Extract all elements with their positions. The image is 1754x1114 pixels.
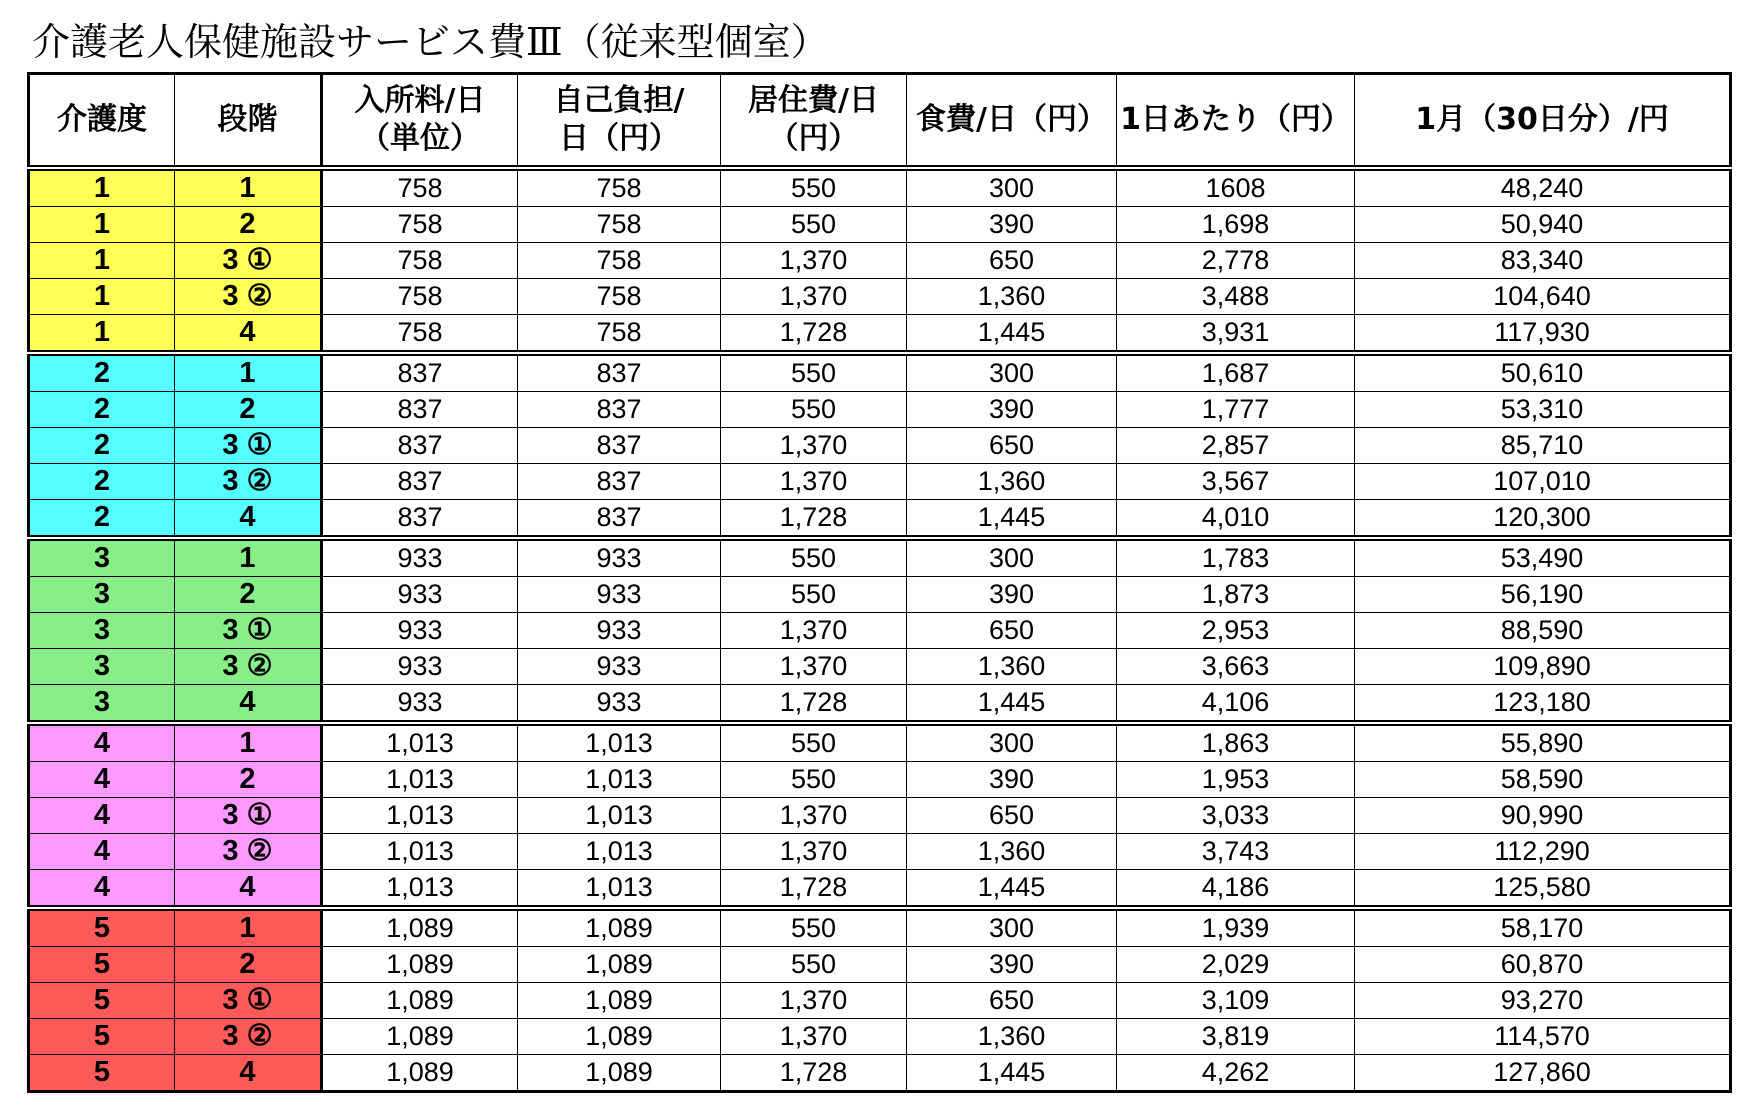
residence-fee-cell: 550: [721, 762, 907, 798]
daily-total-cell: 1,939: [1117, 908, 1355, 947]
residence-fee-cell: 550: [721, 723, 907, 762]
header-copay: 自己負担/ 日（円）: [518, 74, 721, 169]
stage-cell: 4: [175, 870, 322, 909]
monthly-total-cell: 53,490: [1355, 538, 1731, 577]
monthly-total-cell: 123,180: [1355, 685, 1731, 724]
admission-units-cell: 1,089: [322, 947, 518, 983]
stage-cell: 1: [175, 723, 322, 762]
residence-fee-cell: 550: [721, 353, 907, 392]
meal-fee-cell: 300: [907, 353, 1117, 392]
monthly-total-cell: 109,890: [1355, 649, 1731, 685]
header-residence-fee: 居住費/日 （円）: [721, 74, 907, 169]
header-admission-units: 入所料/日 （単位）: [322, 74, 518, 169]
care-level-cell: 3: [29, 577, 175, 613]
stage-cell: 4: [175, 500, 322, 539]
care-level-cell: 1: [29, 279, 175, 315]
copay-cell: 758: [518, 315, 721, 354]
care-level-cell: 5: [29, 1055, 175, 1092]
table-row: [29, 243, 1731, 279]
admission-units-cell: 933: [322, 577, 518, 613]
admission-units-cell: 837: [322, 392, 518, 428]
table-row: [29, 762, 1731, 798]
residence-fee-cell: 1,370: [721, 279, 907, 315]
copay-cell: 1,013: [518, 870, 721, 909]
meal-fee-cell: 650: [907, 613, 1117, 649]
monthly-total-cell: 83,340: [1355, 243, 1731, 279]
daily-total-cell: 2,778: [1117, 243, 1355, 279]
monthly-total-cell: 60,870: [1355, 947, 1731, 983]
daily-total-cell: 2,953: [1117, 613, 1355, 649]
table-row: [29, 649, 1731, 685]
table-header: [29, 74, 1731, 169]
copay-cell: 758: [518, 279, 721, 315]
admission-units-cell: 758: [322, 315, 518, 354]
stage-cell: 3 ②: [175, 1019, 322, 1055]
residence-fee-cell: 1,728: [721, 500, 907, 539]
admission-units-cell: 1,013: [322, 798, 518, 834]
care-level-cell: 5: [29, 908, 175, 947]
stage-cell: 3 ①: [175, 983, 322, 1019]
meal-fee-cell: 1,360: [907, 649, 1117, 685]
copay-cell: 1,013: [518, 834, 721, 870]
stage-cell: 3 ①: [175, 428, 322, 464]
daily-total-cell: 4,106: [1117, 685, 1355, 724]
meal-fee-cell: 1,360: [907, 464, 1117, 500]
residence-fee-cell: 550: [721, 207, 907, 243]
residence-fee-cell: 1,370: [721, 798, 907, 834]
meal-fee-cell: 300: [907, 538, 1117, 577]
daily-total-cell: 1,698: [1117, 207, 1355, 243]
residence-fee-cell: 1,728: [721, 315, 907, 354]
admission-units-cell: 1,089: [322, 908, 518, 947]
admission-units-cell: 758: [322, 279, 518, 315]
table-row: [29, 798, 1731, 834]
monthly-total-cell: 55,890: [1355, 723, 1731, 762]
monthly-total-cell: 117,930: [1355, 315, 1731, 354]
residence-fee-cell: 550: [721, 392, 907, 428]
table-row: [29, 464, 1731, 500]
stage-cell: 4: [175, 315, 322, 354]
admission-units-cell: 1,089: [322, 1019, 518, 1055]
care-level-cell: 2: [29, 392, 175, 428]
residence-fee-cell: 1,370: [721, 1019, 907, 1055]
copay-cell: 933: [518, 685, 721, 724]
monthly-total-cell: 112,290: [1355, 834, 1731, 870]
care-level-cell: 5: [29, 983, 175, 1019]
table-row: [29, 1019, 1731, 1055]
header-meal-fee: 食費/日（円）: [907, 74, 1117, 169]
daily-total-cell: 4,010: [1117, 500, 1355, 539]
monthly-total-cell: 58,170: [1355, 908, 1731, 947]
table-row: [29, 723, 1731, 762]
table-row: [29, 685, 1731, 724]
stage-cell: 3 ②: [175, 279, 322, 315]
care-level-cell: 4: [29, 762, 175, 798]
stage-cell: 2: [175, 947, 322, 983]
daily-total-cell: 3,109: [1117, 983, 1355, 1019]
daily-total-cell: 1,953: [1117, 762, 1355, 798]
care-level-cell: 5: [29, 947, 175, 983]
daily-total-cell: 1,687: [1117, 353, 1355, 392]
daily-total-cell: 3,663: [1117, 649, 1355, 685]
stage-cell: 3 ①: [175, 798, 322, 834]
residence-fee-cell: 1,370: [721, 983, 907, 1019]
table-body: [29, 168, 1731, 1092]
care-level-cell: 1: [29, 207, 175, 243]
copay-cell: 1,089: [518, 908, 721, 947]
residence-fee-cell: 1,370: [721, 834, 907, 870]
daily-total-cell: 3,819: [1117, 1019, 1355, 1055]
stage-cell: 3 ②: [175, 464, 322, 500]
care-level-cell: 2: [29, 353, 175, 392]
meal-fee-cell: 1,445: [907, 685, 1117, 724]
admission-units-cell: 837: [322, 353, 518, 392]
daily-total-cell: 1608: [1117, 168, 1355, 207]
stage-cell: 4: [175, 1055, 322, 1092]
care-level-cell: 4: [29, 870, 175, 909]
care-level-cell: 4: [29, 798, 175, 834]
stage-cell: 2: [175, 392, 322, 428]
care-level-cell: 5: [29, 1019, 175, 1055]
residence-fee-cell: 1,370: [721, 649, 907, 685]
admission-units-cell: 1,089: [322, 1055, 518, 1092]
header-row: [29, 74, 1731, 169]
admission-units-cell: 758: [322, 243, 518, 279]
daily-total-cell: 3,931: [1117, 315, 1355, 354]
table-row: [29, 577, 1731, 613]
admission-units-cell: 837: [322, 500, 518, 539]
care-level-cell: 2: [29, 464, 175, 500]
admission-units-cell: 933: [322, 649, 518, 685]
meal-fee-cell: 1,360: [907, 1019, 1117, 1055]
table-row: [29, 1055, 1731, 1092]
page-title: 介護老人保健施設サービス費Ⅲ（従来型個室）: [32, 20, 829, 64]
copay-cell: 1,089: [518, 1019, 721, 1055]
table-row: [29, 168, 1731, 207]
copay-cell: 933: [518, 538, 721, 577]
copay-cell: 933: [518, 649, 721, 685]
stage-cell: 2: [175, 207, 322, 243]
care-level-cell: 3: [29, 613, 175, 649]
residence-fee-cell: 1,370: [721, 243, 907, 279]
copay-cell: 758: [518, 207, 721, 243]
copay-cell: 758: [518, 243, 721, 279]
copay-cell: 1,013: [518, 798, 721, 834]
residence-fee-cell: 1,370: [721, 464, 907, 500]
admission-units-cell: 933: [322, 613, 518, 649]
copay-cell: 837: [518, 392, 721, 428]
monthly-total-cell: 88,590: [1355, 613, 1731, 649]
table-row: [29, 613, 1731, 649]
monthly-total-cell: 120,300: [1355, 500, 1731, 539]
residence-fee-cell: 1,728: [721, 870, 907, 909]
meal-fee-cell: 390: [907, 392, 1117, 428]
meal-fee-cell: 1,445: [907, 1055, 1117, 1092]
daily-total-cell: 4,186: [1117, 870, 1355, 909]
stage-cell: 1: [175, 908, 322, 947]
table-row: [29, 538, 1731, 577]
admission-units-cell: 758: [322, 207, 518, 243]
copay-cell: 837: [518, 464, 721, 500]
header-care-level: 介護度: [29, 74, 175, 169]
admission-units-cell: 933: [322, 685, 518, 724]
monthly-total-cell: 58,590: [1355, 762, 1731, 798]
copay-cell: 1,089: [518, 1055, 721, 1092]
table-row: [29, 870, 1731, 909]
table-row: [29, 500, 1731, 539]
daily-total-cell: 1,873: [1117, 577, 1355, 613]
meal-fee-cell: 300: [907, 908, 1117, 947]
daily-total-cell: 1,783: [1117, 538, 1355, 577]
admission-units-cell: 758: [322, 168, 518, 207]
monthly-total-cell: 85,710: [1355, 428, 1731, 464]
table-row: [29, 392, 1731, 428]
stage-cell: 4: [175, 685, 322, 724]
residence-fee-cell: 1,728: [721, 685, 907, 724]
daily-total-cell: 3,033: [1117, 798, 1355, 834]
daily-total-cell: 4,262: [1117, 1055, 1355, 1092]
residence-fee-cell: 550: [721, 168, 907, 207]
table-row: [29, 834, 1731, 870]
meal-fee-cell: 650: [907, 243, 1117, 279]
residence-fee-cell: 1,370: [721, 613, 907, 649]
copay-cell: 933: [518, 613, 721, 649]
admission-units-cell: 933: [322, 538, 518, 577]
residence-fee-cell: 550: [721, 577, 907, 613]
daily-total-cell: 1,863: [1117, 723, 1355, 762]
copay-cell: 758: [518, 168, 721, 207]
stage-cell: 1: [175, 538, 322, 577]
copay-cell: 837: [518, 353, 721, 392]
daily-total-cell: 3,488: [1117, 279, 1355, 315]
monthly-total-cell: 90,990: [1355, 798, 1731, 834]
table-row: [29, 908, 1731, 947]
meal-fee-cell: 300: [907, 723, 1117, 762]
admission-units-cell: 1,013: [322, 762, 518, 798]
residence-fee-cell: 1,370: [721, 428, 907, 464]
meal-fee-cell: 390: [907, 207, 1117, 243]
stage-cell: 3 ②: [175, 649, 322, 685]
monthly-total-cell: 56,190: [1355, 577, 1731, 613]
table-row: [29, 207, 1731, 243]
meal-fee-cell: 650: [907, 983, 1117, 1019]
meal-fee-cell: 650: [907, 428, 1117, 464]
table-row: [29, 947, 1731, 983]
meal-fee-cell: 1,360: [907, 834, 1117, 870]
monthly-total-cell: 114,570: [1355, 1019, 1731, 1055]
header-daily-total: 1日あたり（円）: [1117, 74, 1355, 169]
meal-fee-cell: 1,445: [907, 870, 1117, 909]
meal-fee-cell: 390: [907, 947, 1117, 983]
care-level-cell: 4: [29, 723, 175, 762]
daily-total-cell: 2,857: [1117, 428, 1355, 464]
care-level-cell: 4: [29, 834, 175, 870]
stage-cell: 1: [175, 353, 322, 392]
residence-fee-cell: 1,728: [721, 1055, 907, 1092]
table-row: [29, 428, 1731, 464]
monthly-total-cell: 127,860: [1355, 1055, 1731, 1092]
admission-units-cell: 1,013: [322, 834, 518, 870]
care-level-cell: 3: [29, 685, 175, 724]
daily-total-cell: 1,777: [1117, 392, 1355, 428]
care-level-cell: 3: [29, 538, 175, 577]
copay-cell: 933: [518, 577, 721, 613]
care-level-cell: 1: [29, 315, 175, 354]
meal-fee-cell: 1,445: [907, 315, 1117, 354]
residence-fee-cell: 550: [721, 538, 907, 577]
monthly-total-cell: 107,010: [1355, 464, 1731, 500]
admission-units-cell: 1,089: [322, 983, 518, 1019]
table-row: [29, 983, 1731, 1019]
admission-units-cell: 837: [322, 464, 518, 500]
care-level-cell: 2: [29, 428, 175, 464]
monthly-total-cell: 53,310: [1355, 392, 1731, 428]
admission-units-cell: 1,013: [322, 723, 518, 762]
residence-fee-cell: 550: [721, 947, 907, 983]
meal-fee-cell: 1,445: [907, 500, 1117, 539]
daily-total-cell: 3,743: [1117, 834, 1355, 870]
table-row: [29, 353, 1731, 392]
stage-cell: 2: [175, 762, 322, 798]
copay-cell: 837: [518, 500, 721, 539]
monthly-total-cell: 50,610: [1355, 353, 1731, 392]
monthly-total-cell: 125,580: [1355, 870, 1731, 909]
care-level-cell: 1: [29, 243, 175, 279]
meal-fee-cell: 650: [907, 798, 1117, 834]
monthly-total-cell: 104,640: [1355, 279, 1731, 315]
care-level-cell: 1: [29, 168, 175, 207]
header-monthly-total: 1月（30日分）/円: [1355, 74, 1731, 169]
meal-fee-cell: 390: [907, 577, 1117, 613]
copay-cell: 1,089: [518, 947, 721, 983]
residence-fee-cell: 550: [721, 908, 907, 947]
meal-fee-cell: 390: [907, 762, 1117, 798]
copay-cell: 1,089: [518, 983, 721, 1019]
stage-cell: 2: [175, 577, 322, 613]
fee-table: [27, 72, 1732, 1093]
stage-cell: 3 ①: [175, 243, 322, 279]
copay-cell: 1,013: [518, 723, 721, 762]
daily-total-cell: 3,567: [1117, 464, 1355, 500]
meal-fee-cell: 1,360: [907, 279, 1117, 315]
copay-cell: 837: [518, 428, 721, 464]
monthly-total-cell: 48,240: [1355, 168, 1731, 207]
monthly-total-cell: 93,270: [1355, 983, 1731, 1019]
header-stage: 段階: [175, 74, 322, 169]
meal-fee-cell: 300: [907, 168, 1117, 207]
monthly-total-cell: 50,940: [1355, 207, 1731, 243]
copay-cell: 1,013: [518, 762, 721, 798]
admission-units-cell: 1,013: [322, 870, 518, 909]
admission-units-cell: 837: [322, 428, 518, 464]
stage-cell: 3 ②: [175, 834, 322, 870]
stage-cell: 1: [175, 168, 322, 207]
care-level-cell: 3: [29, 649, 175, 685]
daily-total-cell: 2,029: [1117, 947, 1355, 983]
table-row: [29, 315, 1731, 354]
table-row: [29, 279, 1731, 315]
stage-cell: 3 ①: [175, 613, 322, 649]
care-level-cell: 2: [29, 500, 175, 539]
